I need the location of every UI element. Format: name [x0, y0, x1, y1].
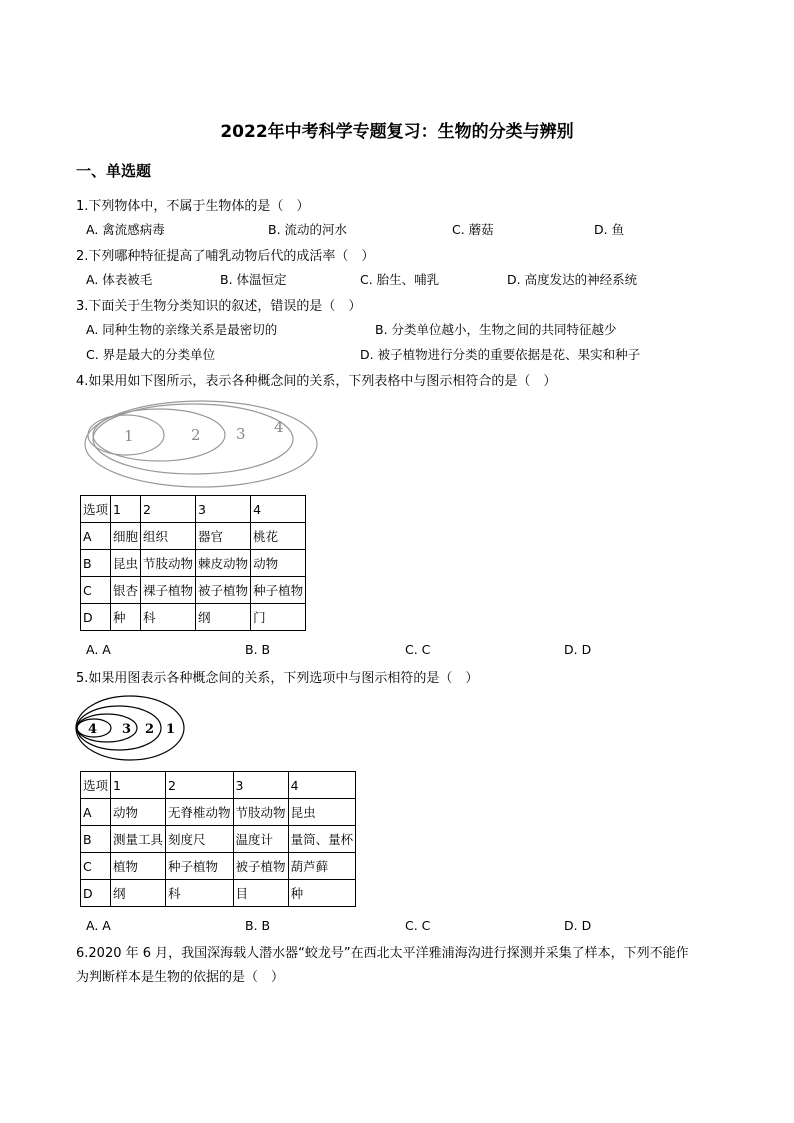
table-cell: A: [81, 799, 111, 826]
table-cell: 4: [288, 772, 356, 799]
table-cell: C: [81, 853, 111, 880]
table-cell: 昆虫: [288, 799, 356, 826]
table-cell: 葫芦藓: [288, 853, 356, 880]
question-5-table: [80, 771, 356, 907]
table-cell: 4: [251, 496, 306, 523]
table-cell: 被子植物: [233, 853, 288, 880]
table-cell: A: [81, 523, 111, 550]
q1-option-b: B. 流动的河水: [268, 222, 348, 237]
q1-option-a: A. 禽流感病毒: [86, 222, 165, 237]
table-cell: 无脊椎动物: [166, 799, 234, 826]
table-cell: 选项: [81, 772, 111, 799]
table-cell: 昆虫: [111, 550, 141, 577]
diagram2-label-2: 2: [145, 722, 155, 737]
table-row: [81, 604, 306, 631]
q1-option-d: D. 鱼: [594, 222, 625, 237]
q3-option-a: A. 同种生物的亲缘关系是最密切的: [86, 322, 278, 337]
table-cell: 种子植物: [251, 577, 306, 604]
table-cell: 1: [111, 772, 166, 799]
nested-ellipses-diagram-2: [74, 694, 189, 764]
diagram2-label-4: 4: [88, 722, 98, 737]
q5-option-d: D. D: [564, 918, 592, 933]
table-cell: 量筒、量杯: [288, 826, 356, 853]
table-row: [81, 496, 306, 523]
table-cell: 组织: [141, 523, 196, 550]
table-cell: 银杏: [111, 577, 141, 604]
table-cell: 动物: [111, 799, 166, 826]
table-cell: 纲: [196, 604, 251, 631]
q4-option-b: B. B: [245, 642, 271, 657]
table-cell: 刻度尺: [166, 826, 234, 853]
question-6-stem-line1: 6.2020 年 6 月，我国深海载人潜水器“蛟龙号”在西北太平洋雅浦海沟进行探测并采集了样本，下列不能作: [76, 946, 689, 961]
q1-option-c: C. 蘑菇: [452, 222, 494, 237]
table-cell: 目: [233, 880, 288, 907]
table-cell: 桃花: [251, 523, 306, 550]
diagram1-label-2: 2: [191, 426, 201, 444]
q4-option-a: A. A: [86, 642, 111, 657]
q5-option-c: C. C: [405, 918, 431, 933]
table-cell: C: [81, 577, 111, 604]
question-5-stem: 5.如果用图表示各种概念间的关系，下列选项中与图示相符的是（ ）: [76, 671, 479, 686]
table-row: [81, 772, 356, 799]
table-row: [81, 577, 306, 604]
table-cell: 1: [111, 496, 141, 523]
table-row: [81, 523, 306, 550]
q2-option-a: A. 体表被毛: [86, 272, 153, 287]
table-cell: 种: [288, 880, 356, 907]
table-cell: 种: [111, 604, 141, 631]
table-row: [81, 550, 306, 577]
table-cell: 棘皮动物: [196, 550, 251, 577]
table-cell: 3: [233, 772, 288, 799]
table-cell: 植物: [111, 853, 166, 880]
table-cell: 动物: [251, 550, 306, 577]
q4-option-d: D. D: [564, 642, 592, 657]
q2-option-d: D. 高度发达的神经系统: [507, 272, 638, 287]
table-cell: 细胞: [111, 523, 141, 550]
question-6-stem-line2: 为判断样本是生物的依据的是（ ）: [76, 970, 285, 985]
table-cell: 被子植物: [196, 577, 251, 604]
q5-option-b: B. B: [245, 918, 271, 933]
table-cell: D: [81, 880, 111, 907]
diagram1-label-4: 4: [274, 418, 284, 436]
question-2-stem: 2.下列哪种特征提高了哺乳动物后代的成活率（ ）: [76, 249, 375, 264]
table-cell: B: [81, 826, 111, 853]
table-cell: 裸子植物: [141, 577, 196, 604]
q3-option-d: D. 被子植物进行分类的重要依据是花、果实和种子: [360, 347, 641, 362]
question-4-table: [80, 495, 306, 631]
table-cell: 温度计: [233, 826, 288, 853]
diagram2-label-1: 1: [166, 722, 176, 737]
table-cell: 科: [166, 880, 234, 907]
table-cell: 科: [141, 604, 196, 631]
diagram1-label-1: 1: [124, 427, 134, 445]
question-4-stem: 4.如果用如下图所示，表示各种概念间的关系，下列表格中与图示相符合的是（ ）: [76, 374, 557, 389]
q5-option-a: A. A: [86, 918, 111, 933]
q3-option-b: B. 分类单位越小，生物之间的共同特征越少: [375, 322, 617, 337]
table-cell: B: [81, 550, 111, 577]
question-1-stem: 1.下列物体中，不属于生物体的是（ ）: [76, 199, 310, 214]
q4-option-c: C. C: [405, 642, 431, 657]
diagram2-label-3: 3: [122, 722, 132, 737]
table-cell: 节肢动物: [233, 799, 288, 826]
table-row: [81, 880, 356, 907]
page-title: 2022年中考科学专题复习：生物的分类与辨别: [220, 122, 574, 142]
table-cell: 选项: [81, 496, 111, 523]
table-cell: 器官: [196, 523, 251, 550]
table-cell: 2: [141, 496, 196, 523]
table-cell: 纲: [111, 880, 166, 907]
table-cell: 2: [166, 772, 234, 799]
table-cell: D: [81, 604, 111, 631]
q2-option-b: B. 体温恒定: [220, 272, 287, 287]
nested-ellipses-diagram-1: [84, 397, 329, 489]
q2-option-c: C. 胎生、哺乳: [360, 272, 440, 287]
q3-option-c: C. 界是最大的分类单位: [86, 347, 216, 362]
diagram1-label-3: 3: [236, 425, 246, 443]
question-3-stem: 3.下面关于生物分类知识的叙述，错误的是（ ）: [76, 299, 362, 314]
table-cell: 种子植物: [166, 853, 234, 880]
table-cell: 测量工具: [111, 826, 166, 853]
table-cell: 门: [251, 604, 306, 631]
table-row: [81, 799, 356, 826]
section-heading: 一、单选题: [76, 162, 152, 180]
table-cell: 节肢动物: [141, 550, 196, 577]
table-cell: 3: [196, 496, 251, 523]
table-row: [81, 826, 356, 853]
table-row: [81, 853, 356, 880]
